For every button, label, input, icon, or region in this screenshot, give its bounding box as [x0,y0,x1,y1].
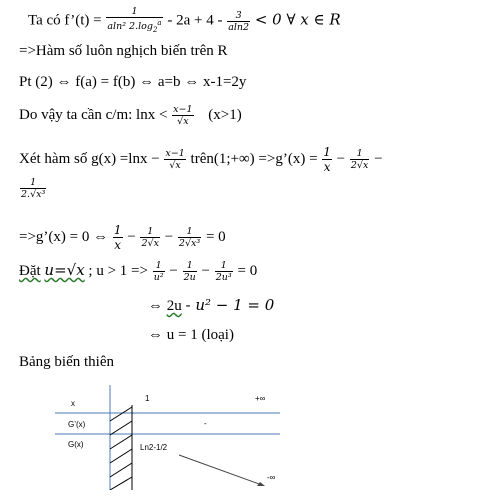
table-value-infinity: +∞ [255,394,266,403]
line-derivative-f [28,6,341,36]
text-minus-2a-plus-4: - 2a + 4 - [167,12,223,29]
table-label-g: G(x) [68,440,84,449]
line-decreasing: =>Hàm số luôn nghịch biến trên R [19,43,228,59]
line-substitute-u: Đặt u=√x ; u > 1 => $\frac{1}{\text{u²}}$ − $\frac{1}{2u}$ − $\frac{1}{\text{2u³}}$ = 0 [19,260,258,283]
line-quadratic-u: ⇔ 2u - u² − 1 = 0 [148,296,275,314]
text-ta-co: Ta có f’(t) = [28,12,102,29]
table-sign-negative: - [204,419,207,428]
line-define-g: Xét hàm số g(x) =lnx − $\frac{x-1}{√x}$ trên(1;+∞) =>g’(x) = $\frac{1}{x}$ − $\frac{1}{2√x}$ − [19,145,383,174]
fraction-x-minus-1-over-sqrt-x: $\frac{x-1}{√x}$ [173,104,193,127]
fraction-3-over-aln2: $\frac{3}{aln2}$ [228,9,250,33]
line-fraction-continued: $\frac{1}{\text{2.√x³}}$ [21,177,46,200]
line-need-prove: Do vậy ta cần c/m: lnx < $\frac{x-1}{√x}$ (x>1) [19,104,242,127]
table-g-start-value: Ln2-1/2 [140,443,168,452]
line-equation-2: Pt (2) ⇔ f(a) = f(b) ⇔ a=b ⇔ x-1=2y [19,74,247,90]
variation-table [55,385,285,490]
variation-table-graphic [55,385,285,490]
heading-variation-table: Bảng biến thiên [19,354,114,370]
line-u-equals-1: ⇔ u = 1 (loại) [148,327,234,343]
table-label-x: x [71,399,75,408]
line-g-prime-zero: =>g’(x) = 0 ⇔ $\frac{1}{x}$ − $\frac{1}{2√x}$ − $\frac{1}{\text{2√x³}}$ = 0 [19,223,226,252]
fraction-1-over-aln2log: $\frac{1}{aln^2 2.\log_2^a}$ [107,6,162,35]
decrease-arrow [179,455,262,485]
table-g-end-value: -∞ [267,473,276,482]
table-label-g-prime: G’(x) [68,420,86,429]
text-less-than-zero: < 0 ∀ x ∈ R [254,10,341,29]
table-value-1: 1 [145,394,150,403]
